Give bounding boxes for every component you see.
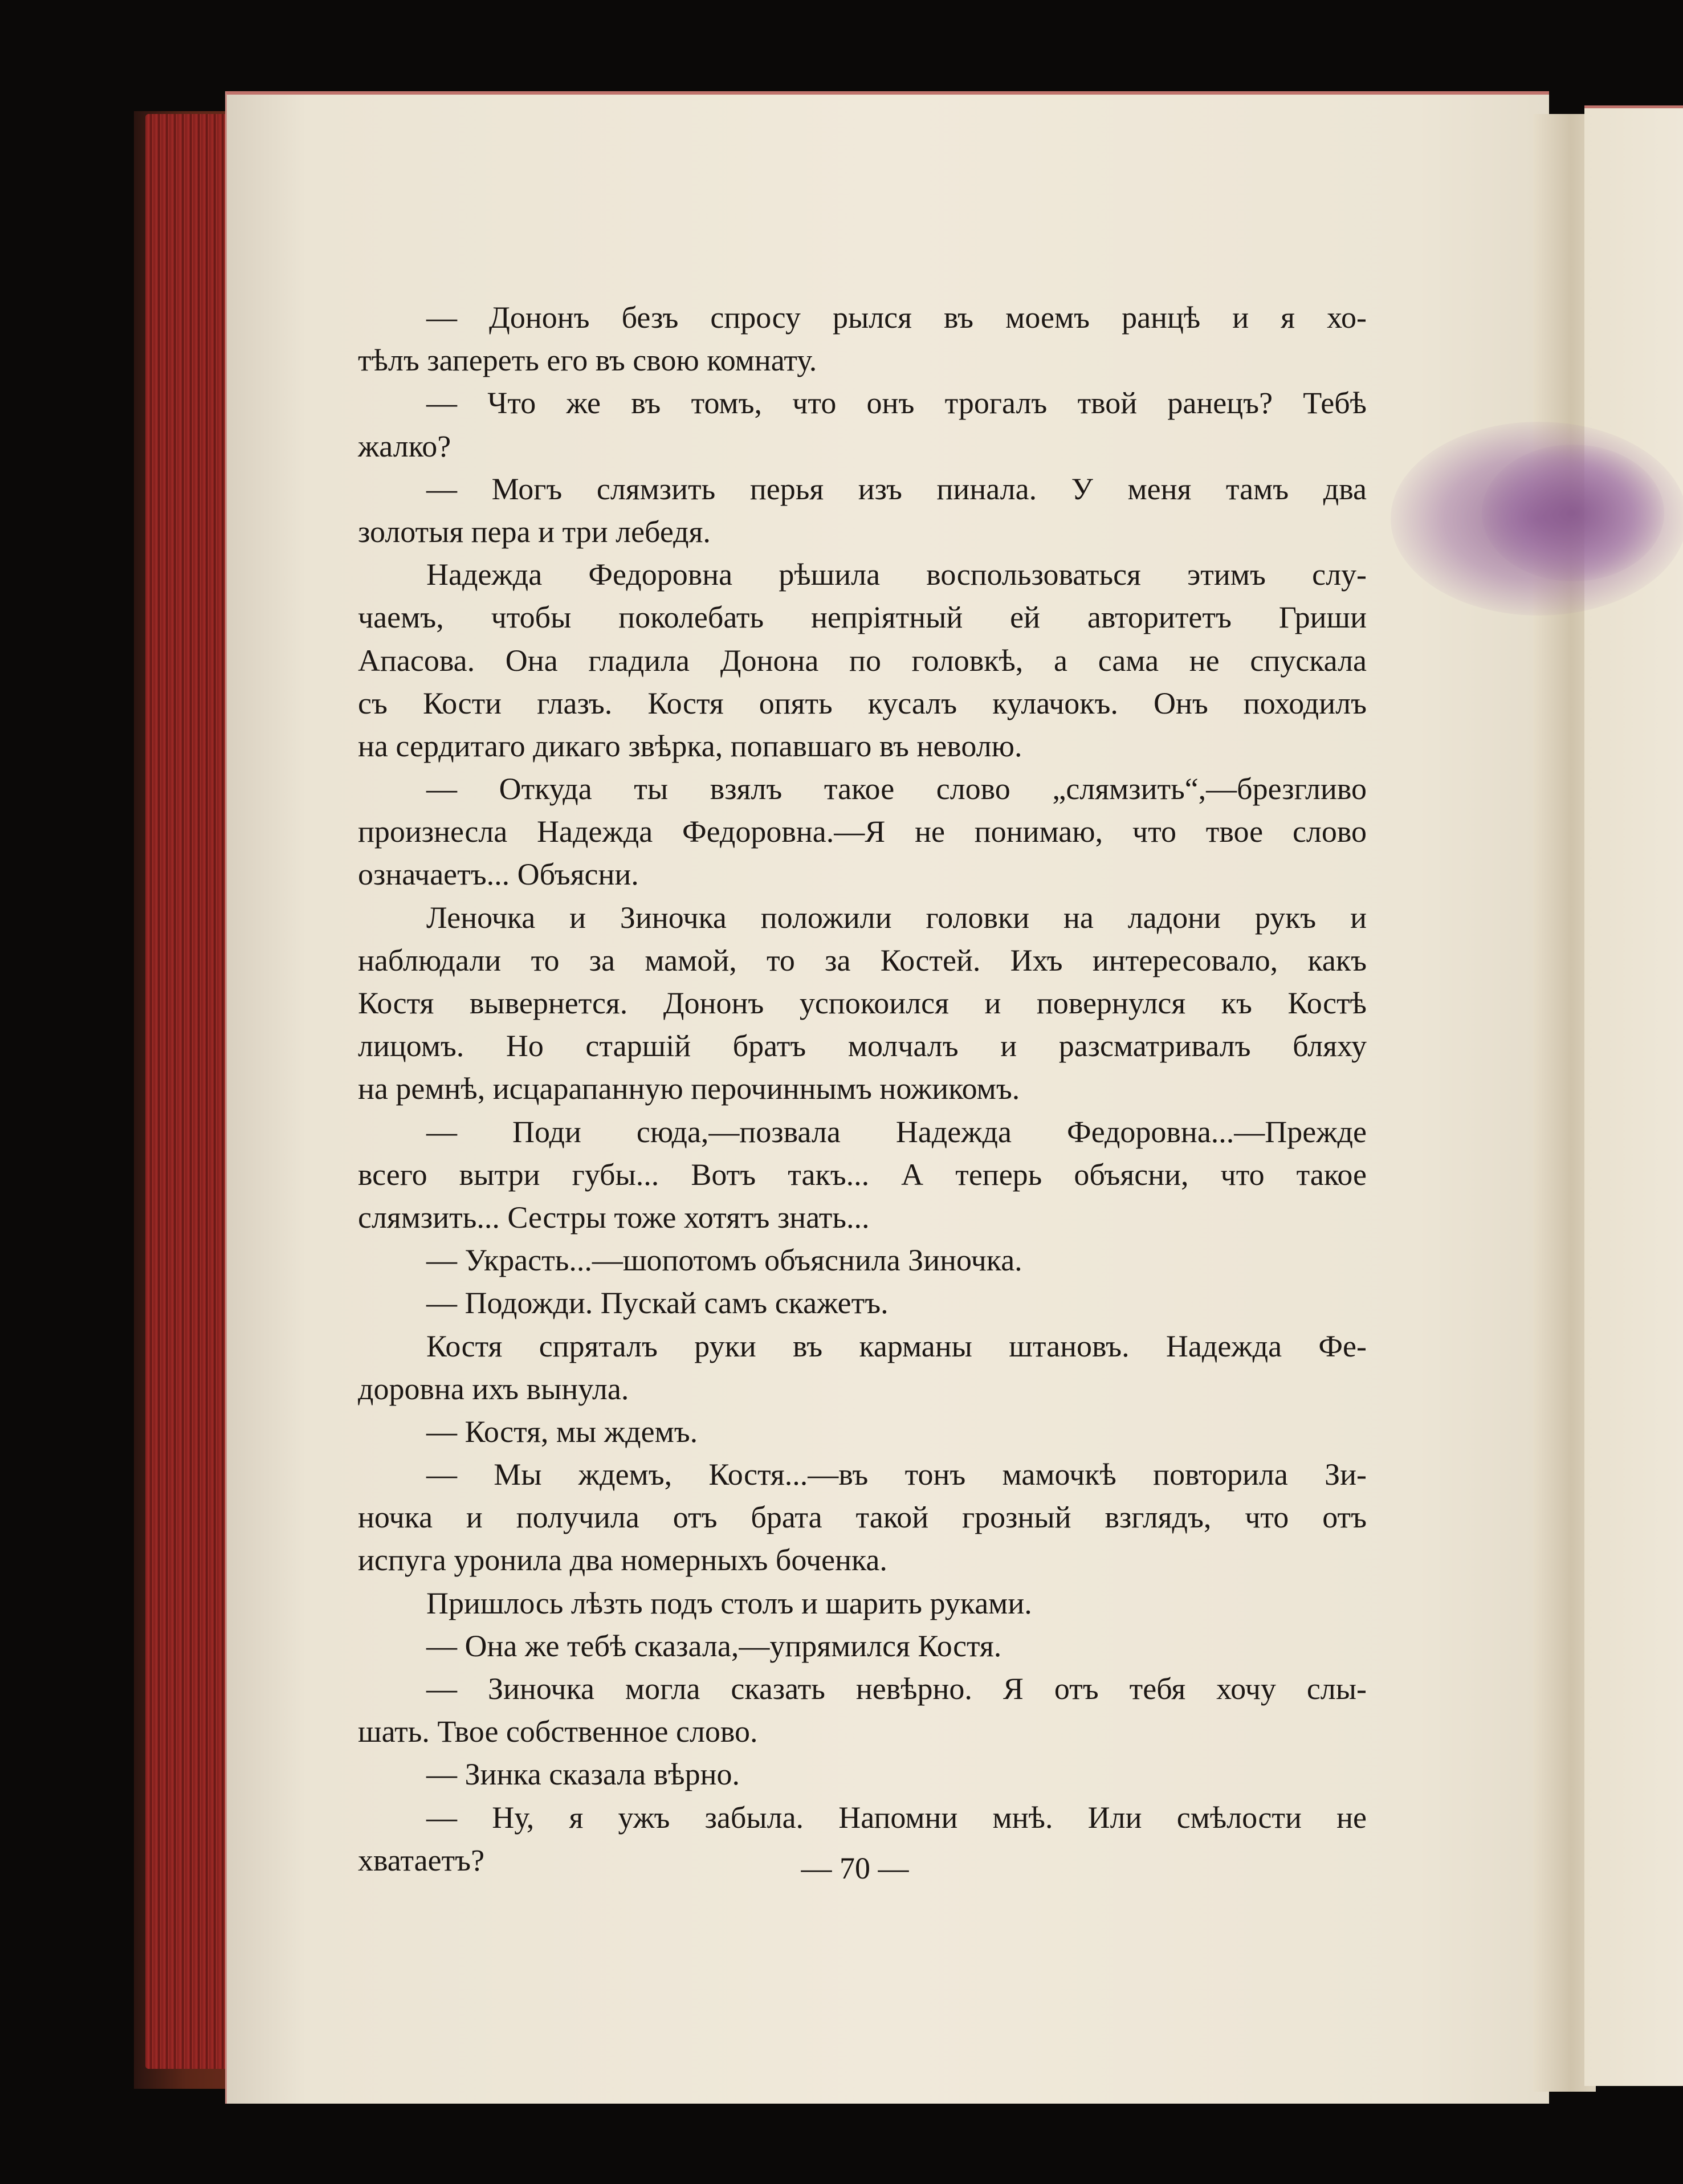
page-edges bbox=[145, 114, 231, 2069]
text-line: на сердитаго дикаго звѣрка, попавшаго въ неволю. bbox=[358, 728, 1022, 763]
text-line: всего вытри губы... Вотъ такъ... А теперь объясни, что такое bbox=[358, 1157, 1367, 1192]
text-line: — Зиночка могла сказать невѣрно. Я отъ тебя хочу слы- bbox=[426, 1672, 1367, 1706]
text-line: — Дононъ безъ спросу рылся въ моемъ ранцѣ и я хо- bbox=[426, 300, 1367, 335]
text-line: жалко? bbox=[358, 429, 451, 463]
text-line: съ Кости глазъ. Костя опять кусалъ кулачокъ. Онъ походилъ bbox=[358, 686, 1367, 720]
ink-stain bbox=[1482, 445, 1664, 581]
body-text bbox=[358, 296, 1367, 1882]
text-line: на ремнѣ, исцарапанную перочиннымъ ножикомъ. bbox=[358, 1071, 1020, 1106]
text-line: чаемъ, чтобы поколебать непріятный ей авторитетъ Гриши bbox=[358, 600, 1367, 635]
text-line: Костя вывернется. Дононъ успокоился и повернулся къ Костѣ bbox=[358, 986, 1367, 1020]
text-line: доровна ихъ вынула. bbox=[358, 1371, 629, 1406]
text-line: означаетъ... Объясни. bbox=[358, 857, 639, 892]
text-line: ночка и получила отъ брата такой грозный взглядъ, что отъ bbox=[358, 1500, 1367, 1535]
text-line: наблюдали то за мамой, то за Костей. Ихъ интересовало, какъ bbox=[358, 943, 1367, 977]
text-line: Надежда Федоровна рѣшила воспользоваться этимъ слу- bbox=[426, 557, 1367, 592]
right-page-edge bbox=[1584, 105, 1683, 2086]
text-line: произнесла Надежда Федоровна.—Я не понимаю, что твое слово bbox=[358, 814, 1367, 849]
text-line: слямзить... Сестры тоже хотятъ знать... bbox=[358, 1200, 870, 1234]
text-line: Пришлось лѣзть подъ столъ и шарить руками. bbox=[426, 1586, 1032, 1620]
text-line: — Она же тебѣ сказала,—упрямился Костя. bbox=[426, 1628, 1002, 1663]
text-line: золотыя пера и три лебедя. bbox=[358, 514, 711, 549]
text-line: Апасова. Она гладила Донона по головкѣ, а сама не спускала bbox=[358, 643, 1367, 678]
text-line: тѣлъ запереть его въ свою комнату. bbox=[358, 343, 817, 378]
text-line: — Украсть...—шопотомъ объяснила Зиночка. bbox=[426, 1243, 1022, 1278]
text-line: Костя спряталъ руки въ карманы штановъ. Надежда Фе- bbox=[426, 1329, 1367, 1363]
text-line: — Откуда ты взялъ такое слово „слямзить“,—брезгливо bbox=[426, 772, 1367, 806]
text-line: Леночка и Зиночка положили головки на ладони рукъ и bbox=[426, 900, 1367, 935]
text-line: — Костя, мы ждемъ. bbox=[426, 1414, 698, 1449]
text-line: — Зинка сказала вѣрно. bbox=[426, 1757, 740, 1792]
text-line: — Подожди. Пускай самъ скажетъ. bbox=[426, 1286, 889, 1321]
text-line: — Могъ слямзить перья изъ пинала. У меня тамъ два bbox=[426, 471, 1367, 506]
text-line: хватаетъ? bbox=[358, 1843, 485, 1877]
page-number: — 70 — bbox=[801, 1851, 909, 1885]
text-line: — Мы ждемъ, Костя...—въ тонъ мамочкѣ повторила Зи- bbox=[426, 1457, 1367, 1492]
text-line: — Поди сюда,—позвала Надежда Федоровна...—Прежде bbox=[426, 1114, 1367, 1149]
text-line: шать. Твое собственное слово. bbox=[358, 1714, 758, 1749]
text-line: — Что же въ томъ, что онъ трогалъ твой ранецъ? Тебѣ bbox=[426, 386, 1367, 421]
text-line: — Ну, я ужъ забыла. Напомни мнѣ. Или смѣлости не bbox=[426, 1800, 1367, 1835]
text-line: лицомъ. Но старшій братъ молчалъ и разсматривалъ бляху bbox=[358, 1029, 1367, 1064]
text-line: испуга уронила два номерныхъ боченка. bbox=[358, 1543, 887, 1578]
